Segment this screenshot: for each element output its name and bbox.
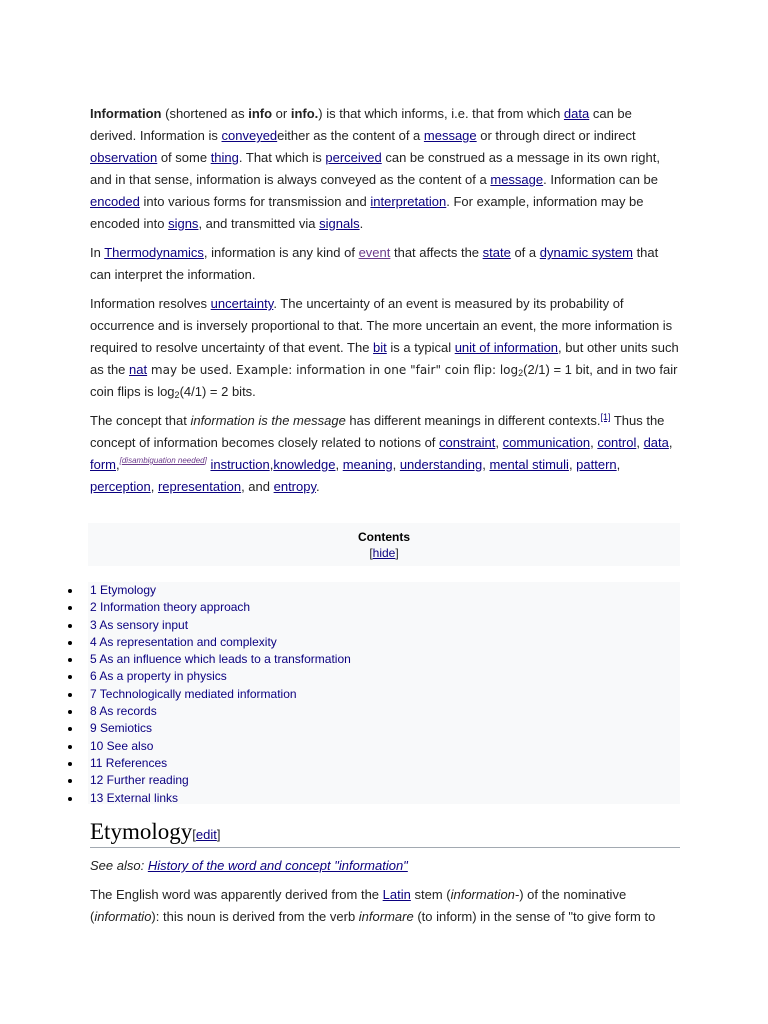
toc-link-further-reading[interactable]: 12 Further reading [90, 773, 189, 788]
toc-link-etymology[interactable]: 1 Etymology [90, 583, 157, 597]
link-communication[interactable]: communication [502, 435, 591, 450]
link-signals[interactable]: signals [319, 216, 360, 231]
link-interpretation[interactable]: interpretation [370, 194, 447, 209]
link-instruction[interactable]: instruction [210, 457, 270, 472]
toc-header [88, 523, 680, 566]
link-pattern[interactable]: pattern [576, 457, 617, 472]
toc-item [88, 738, 680, 755]
toc-link-sensory-input[interactable]: 3 As sensory input [90, 617, 189, 632]
link-disambiguation-needed[interactable]: disambiguation needed [121, 456, 205, 465]
link-observation[interactable]: observation [90, 150, 158, 165]
thermodynamics-paragraph: In Thermodynamics, information is any kind of event that affects the state of a dynamic system that can interpret the information. [90, 245, 659, 282]
uncertainty-paragraph: Information resolves uncertainty. The uncertainty of an event is measured by its probability of occurrence and is inversely proportional to that. The more uncertain an event, the more information is required to resolve uncertainty of that event. The bit is a typical unit of information, but other units such as the nat may be used. Example: information in one "fair" coin flip: $\log_2(2/1) = 1$ bit, and in two fair coin flips is $\log_2(4/1) = 2$ bits. [90, 296, 679, 400]
toc-item [88, 582, 680, 599]
etymology-section [90, 855, 680, 935]
etymology-heading: Etymology [90, 819, 193, 844]
link-bit[interactable]: bit [373, 340, 387, 355]
concept-paragraph: The concept that information is the message has different meanings in different contexts.[1] Thus the concept of information becomes closely related to notions of constraint, communication, control, data, form,[disambiguation needed] instruction,knowledge, meaning, understanding, mental stimuli, pattern, perception, representation, and entropy. [90, 412, 673, 494]
link-encoded[interactable]: encoded [90, 194, 140, 209]
see-also-hatnote: See also: History of the word and concept "information" [90, 858, 408, 873]
link-unit-of-information[interactable]: unit of information [454, 340, 559, 355]
section-heading-etymology [90, 819, 680, 848]
toc-item [88, 720, 680, 737]
link-data[interactable]: data [563, 106, 590, 121]
link-understanding[interactable]: understanding [399, 457, 483, 472]
link-meaning[interactable]: meaning [342, 457, 393, 472]
link-form[interactable]: form [90, 457, 116, 472]
link-perceived[interactable]: perceived [325, 150, 382, 165]
link-latin[interactable]: Latin [382, 887, 411, 902]
link-entropy[interactable]: entropy [273, 479, 317, 494]
toc-item [88, 651, 680, 668]
toc-item [88, 617, 680, 634]
intro-paragraph: Information (shortened as info or info.) is that which informs, i.e. that from which data can be derived. Information is conveyedeither as the content of a message or through direct or indirect observation of some thing. That which is perceived can be construed as a message in its own right, and in that sense, information is always conveyed as the content of a message. Information can be encoded into various forms for transmission and interpretation. For example, information may be encoded into signs, and transmitted via signals. [90, 106, 660, 231]
link-data-2[interactable]: data [643, 435, 669, 450]
etymology-paragraph: The English word was apparently derived from the Latin stem (information-) of the nominative (informatio): this noun is derived from the verb informare (to inform) in the sense of "to give form to [90, 887, 656, 924]
link-representation[interactable]: representation [157, 479, 242, 494]
toc-item [88, 599, 680, 616]
toc-link-records[interactable]: 8 As records [90, 704, 157, 719]
toc-link-semiotics[interactable]: 9 Semiotics [90, 721, 153, 736]
footnote-1[interactable]: [1] [600, 412, 611, 422]
toc-list [88, 582, 680, 804]
link-constraint[interactable]: constraint [439, 435, 496, 450]
toc-link-representation[interactable]: 4 As representation and complexity [90, 634, 277, 649]
toc-link-references[interactable]: 11 References [90, 755, 168, 770]
link-history-of-word[interactable]: History of the word and concept "information" [147, 858, 408, 873]
link-signs[interactable]: signs [168, 216, 199, 231]
link-nat[interactable]: nat [129, 362, 148, 377]
link-control[interactable]: control [597, 435, 637, 450]
link-conveyed[interactable]: conveyed [221, 128, 278, 143]
toc-hide-link[interactable]: hide [372, 546, 396, 560]
edit-section: [edit] [192, 827, 221, 842]
link-mental-stimuli[interactable]: mental stimuli [489, 457, 569, 472]
link-perception[interactable]: perception [90, 479, 151, 494]
toc-item [88, 703, 680, 720]
edit-link[interactable]: edit [195, 827, 217, 842]
disambiguation-tag: [disambiguation needed] [119, 456, 207, 465]
toc-item [88, 755, 680, 772]
toc-link-see-also[interactable]: 10 See also [90, 738, 154, 753]
toc-title: Contents [358, 530, 410, 544]
link-uncertainty[interactable]: uncertainty [210, 296, 274, 311]
link-message[interactable]: message [423, 128, 477, 143]
toc-link-information-theory[interactable]: 2 Information theory approach [90, 600, 251, 615]
link-knowledge[interactable]: knowledge [273, 457, 336, 472]
link-thing[interactable]: thing [210, 150, 239, 165]
link-dynamic-system[interactable]: dynamic system [539, 245, 633, 260]
link-event[interactable]: event [358, 245, 391, 260]
toc-item [88, 772, 680, 789]
toc-link-external-links[interactable]: 13 External links [90, 790, 179, 805]
term-bold: Information [90, 106, 162, 121]
toc-item [88, 686, 680, 703]
toc-item [88, 634, 680, 651]
link-thermodynamics[interactable]: Thermodynamics [104, 245, 204, 260]
toc-link-technologically[interactable]: 7 Technologically mediated information [90, 686, 297, 701]
link-state[interactable]: state [482, 245, 511, 260]
toc-item [88, 668, 680, 685]
article-body [90, 103, 680, 505]
toc-link-physics[interactable]: 6 As a property in physics [90, 669, 227, 684]
toc-toggle: [hide] [369, 546, 399, 560]
toc-link-influence[interactable]: 5 As an influence which leads to a transformation [90, 652, 351, 667]
link-message-2[interactable]: message [490, 172, 544, 187]
toc-item [88, 790, 680, 807]
